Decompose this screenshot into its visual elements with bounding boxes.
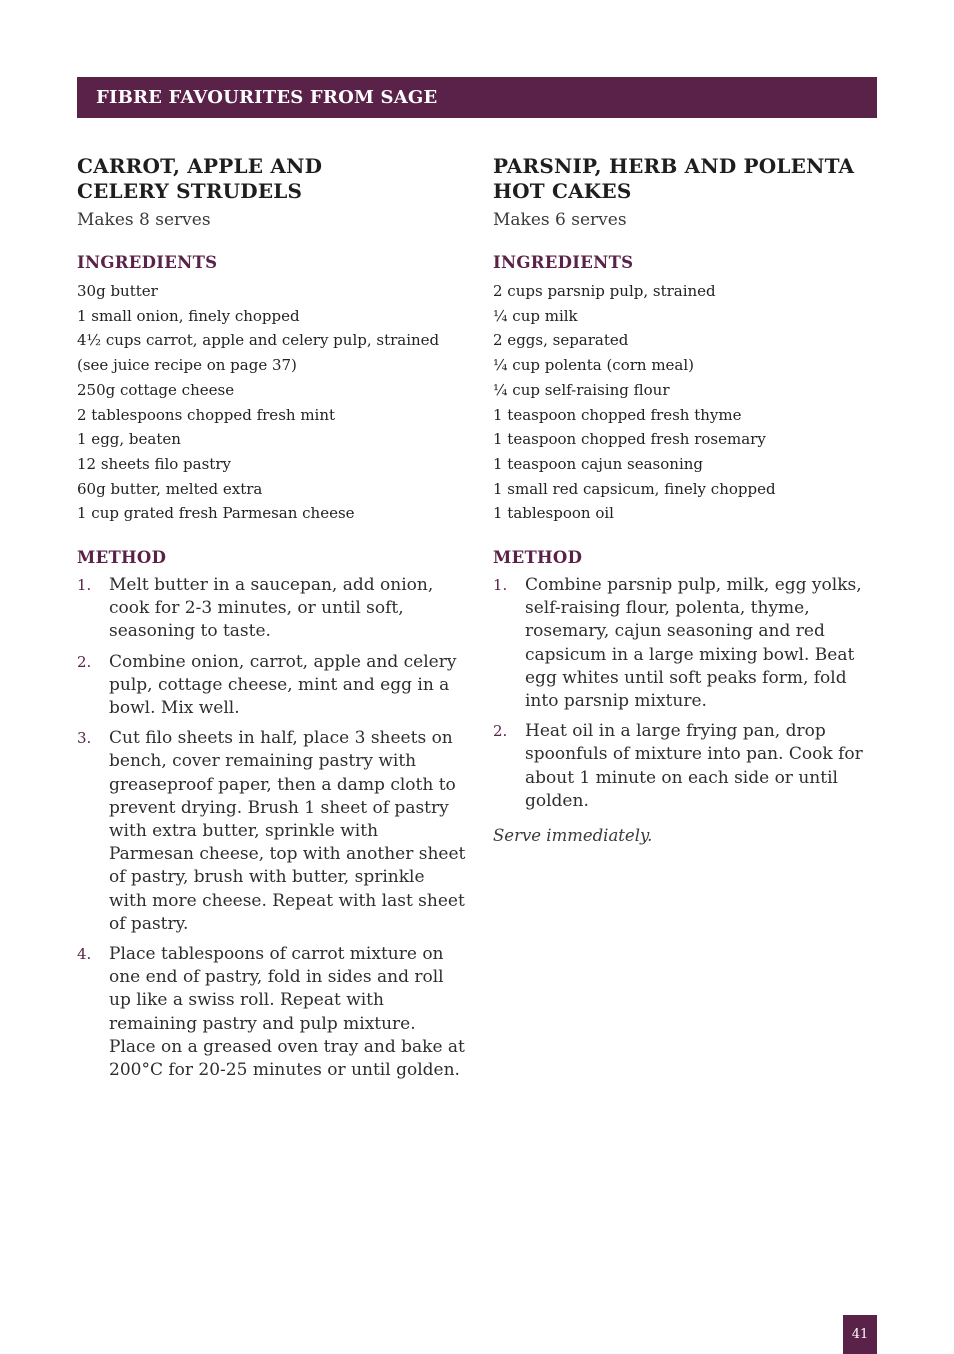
recipe-carrot-strudels — [77, 154, 467, 1089]
step-text: Combine parsnip pulp, milk, egg yolks, self-raising flour, polenta, thyme, rosemary, cajun seasoning and red capsicum in a large mixing bowl. Beat egg whites until soft peaks form, fold into parsnip mixture. — [525, 575, 862, 712]
recipe-serves: Makes 6 serves — [493, 210, 627, 230]
ingredient-item: 2 eggs, separated — [493, 331, 629, 350]
step-text: Melt butter in a saucepan, add onion, cook for 2-3 minutes, or until soft, seasoning to taste. — [109, 575, 434, 642]
step-text: Place tablespoons of carrot mixture on one end of pastry, fold in sides and roll up like a swiss roll. Repeat with remaining pastry and pulp mixture. Place on a greased oven tray and bake at 200°C for 20-25 minutes or until golden. — [109, 944, 465, 1081]
method-step — [77, 727, 467, 936]
method-list — [77, 574, 467, 1082]
ingredient-item: 1 tablespoon oil — [493, 504, 614, 523]
ingredient-item: 1 teaspoon chopped fresh thyme — [493, 405, 742, 424]
recipe-title — [77, 154, 467, 204]
method-list — [493, 574, 877, 813]
banner-title: FIBRE FAVOURITES FROM SAGE — [96, 87, 438, 108]
ingredient-item: 1 egg, beaten — [77, 430, 181, 449]
ingredients-heading: INGREDIENTS — [493, 253, 634, 272]
ingredients-list — [493, 279, 877, 526]
step-text: Cut filo sheets in half, place 3 sheets on bench, cover remaining pastry with greaseproof paper, then a damp cloth to prevent drying. Brush 1 sheet of pastry with extra butter, sprinkle with Parmesan cheese, top with another sheet of pastry, brush with butter, sprinkle with more cheese. Repeat with last sheet of pastry. — [109, 728, 466, 934]
ingredient-item: 1 small red capsicum, finely chopped — [493, 479, 776, 498]
step-number: 1. — [493, 576, 508, 595]
ingredient-item: 2 tablespoons chopped fresh mint — [77, 405, 336, 424]
recipe-title-line1: CARROT, APPLE AND — [77, 154, 323, 178]
method-heading: METHOD — [77, 548, 167, 568]
method-step — [493, 720, 877, 813]
step-number: 2. — [493, 722, 508, 741]
step-text: Heat oil in a large frying pan, drop spoonfuls of mixture into pan. Cook for about 1 minute on each side or until golden. — [525, 721, 863, 811]
ingredient-item: 12 sheets filo pastry — [77, 454, 231, 473]
recipe-title-line2: CELERY STRUDELS — [77, 179, 303, 203]
recipe-title — [493, 154, 877, 204]
recipe-title-line2: HOT CAKES — [493, 179, 632, 203]
ingredient-item: 1 cup grated fresh Parmesan cheese — [77, 504, 355, 523]
ingredient-item: 4½ cups carrot, apple and celery pulp, strained — [77, 331, 440, 350]
ingredient-item: ¼ cup milk — [493, 306, 578, 325]
step-number: 2. — [77, 652, 92, 671]
step-number: 1. — [77, 576, 92, 595]
method-step — [77, 574, 467, 644]
recipe-title-line1: PARSNIP, HERB AND POLENTA — [493, 154, 855, 178]
ingredient-item: 2 cups parsnip pulp, strained — [493, 282, 716, 300]
recipe-serves: Makes 8 serves — [77, 210, 211, 230]
ingredient-item: 60g butter, melted extra — [77, 479, 263, 498]
step-number: 4. — [77, 945, 92, 964]
ingredients-list — [77, 279, 467, 526]
method-heading: METHOD — [493, 548, 583, 568]
page-number: 41 — [851, 1327, 869, 1342]
ingredient-item: 1 teaspoon chopped fresh rosemary — [493, 430, 766, 449]
ingredient-item: ¼ cup polenta (corn meal) — [493, 356, 695, 375]
step-number: 3. — [77, 729, 92, 748]
ingredients-heading: INGREDIENTS — [77, 253, 218, 272]
ingredient-item: 1 teaspoon cajun seasoning — [493, 454, 703, 473]
ingredient-item: ¼ cup self-raising flour — [493, 380, 670, 399]
method-step — [77, 943, 467, 1082]
recipe-parsnip-hot-cakes — [493, 154, 877, 847]
ingredient-item: 30g butter — [77, 282, 158, 300]
ingredient-item: (see juice recipe on page 37) — [77, 356, 297, 375]
step-text: Combine onion, carrot, apple and celery pulp, cottage cheese, mint and egg in a bowl. Mix well. — [109, 651, 457, 719]
ingredient-item: 1 small onion, finely chopped — [77, 306, 300, 325]
section-banner — [77, 77, 877, 118]
method-step — [493, 574, 877, 713]
serving-note: Serve immediately. — [493, 826, 653, 846]
page-number-badge — [843, 1315, 877, 1354]
ingredient-item: 250g cottage cheese — [77, 380, 235, 399]
method-step — [77, 651, 467, 721]
